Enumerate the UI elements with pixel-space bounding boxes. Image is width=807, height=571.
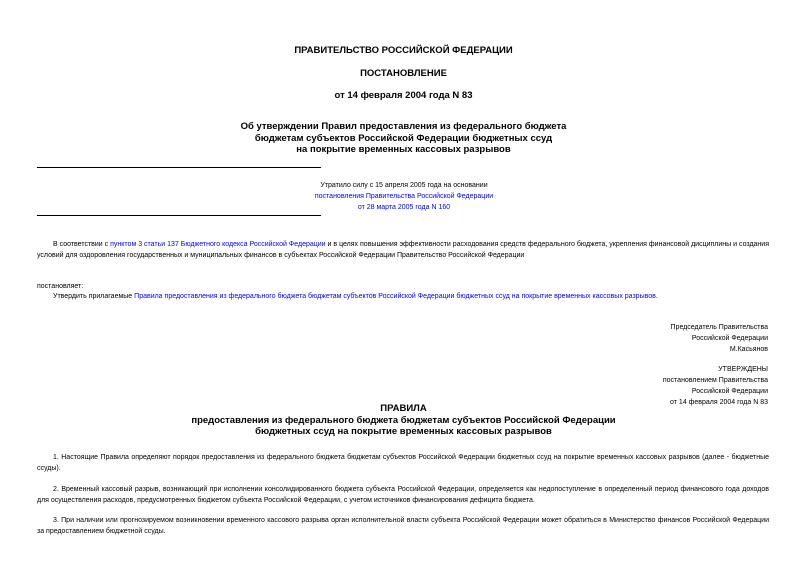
- approved-block: [568, 364, 768, 408]
- expired-notice: [254, 180, 554, 213]
- rules-heading-block: [0, 403, 807, 438]
- approve-text-end: .: [655, 293, 658, 300]
- signature-line: Российской Федерации: [691, 335, 768, 342]
- preamble-paragraph: [37, 239, 769, 261]
- document-title-line: бюджетам субъектов Российской Федерации бюджетных ссуд: [254, 132, 553, 144]
- repeal-decree-date-link[interactable]: от 28 марта 2005 года N 160: [357, 204, 451, 211]
- document-type: ПОСТАНОВЛЕНИЕ: [360, 68, 447, 79]
- approved-line: Российской Федерации: [691, 388, 768, 395]
- government-heading: ПРАВИТЕЛЬСТВО РОССИЙСКОЙ ФЕДЕРАЦИИ: [294, 45, 513, 56]
- signature-line: Председатель Правительства: [670, 324, 768, 331]
- approve-paragraph: [37, 291, 769, 302]
- signature-name: М.Касьянов: [729, 346, 768, 353]
- rules-item-text: 2. Временный кассовый разрыв, возникающий при исполнении консолидированного бюджета субъекта Российской Федерации, определяется как недопоступление в определенный период финансового года доходов для осуществления расходов, предусмотренных бюджетом субъекта Российской Федерации, с учетом источников финансирования дефицита бюджета.: [37, 486, 769, 504]
- document-date-number: от 14 февраля 2004 года N 83: [334, 90, 473, 101]
- rules-item: [37, 452, 769, 474]
- signature-block: [568, 322, 768, 355]
- approved-line: постановлением Правительства: [662, 377, 768, 384]
- divider-bottom: [37, 215, 321, 216]
- approved-line: от 14 февраля 2004 года N 83: [670, 399, 768, 406]
- resolves-label: постановляет:: [37, 283, 84, 290]
- rules-link[interactable]: Правила предоставления из федерального бюджета бюджетам субъектов Российской Федерации бюджетных ссуд на покрытие временных кассовых разрывов: [134, 293, 656, 300]
- rules-subtitle: бюджетных ссуд на покрытие временных кассовых разрывов: [255, 426, 552, 437]
- rules-item-text: 1. Настоящие Правила определяют порядок предоставления из федерального бюджета бюджетам субъектов Российской Федерации бюджетных ссуд на покрытие временных кассовых разрывов (далее - бюджетные ссуды).: [37, 454, 769, 472]
- budget-code-link[interactable]: пунктом 3 статьи 137 Бюджетного кодекса Российской Федерации: [110, 241, 326, 248]
- approved-line: УТВЕРЖДЕНЫ: [718, 366, 768, 373]
- rules-item: [37, 515, 769, 537]
- document-title-line: Об утверждении Правил предоставления из федерального бюджета: [240, 121, 567, 132]
- expired-notice-text: Утратило силу с 15 апреля 2005 года на основании: [320, 182, 488, 189]
- document-title: [0, 121, 807, 156]
- approve-text-start: Утвердить прилагаемые: [53, 293, 135, 300]
- preamble-text-start: В соответствии с: [53, 241, 111, 248]
- rules-item: [37, 484, 769, 506]
- divider-top: [37, 167, 321, 168]
- document-title-line: на покрытие временных кассовых разрывов: [296, 144, 511, 155]
- rules-item-text: 3. При наличии или прогнозируемом возникновении временного кассового разрыва орган исполнительной власти субъекта Российской Федерации может обратиться в Министерство финансов Российской Федерации за предоставлением бюджетной ссуды.: [37, 517, 769, 535]
- rules-heading: ПРАВИЛА: [380, 403, 427, 414]
- preamble-text-end: и в целях повышения эффективности расходования средств федерального бюджета, укрепления финансовой дисциплины и создания условий для оздоровления государственных и муниципальных финансов в субъектах Российской Федерации Правительство Российской Федерации: [37, 241, 769, 259]
- repeal-decree-link[interactable]: постановления Правительства Российской Федерации: [314, 193, 494, 200]
- rules-subtitle: предоставления из федерального бюджета бюджетам субъектов Российской Федерации: [191, 414, 616, 426]
